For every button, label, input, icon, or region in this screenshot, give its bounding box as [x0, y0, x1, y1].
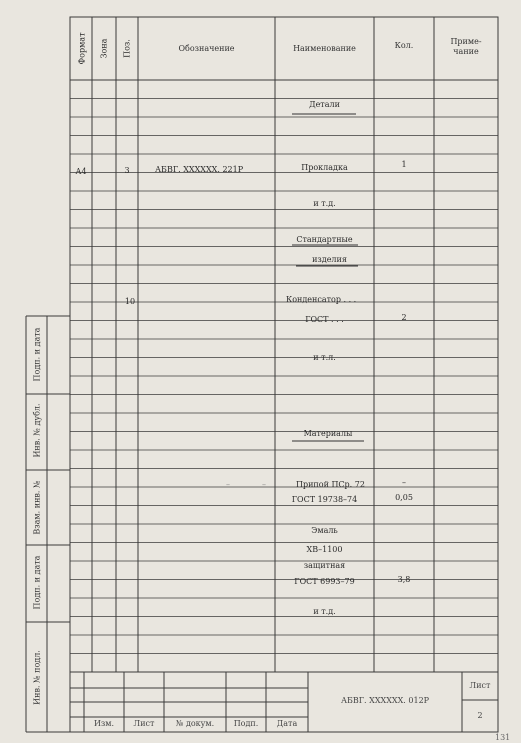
page-number: 131	[495, 733, 511, 742]
titleblock-sheet-label: Лист	[469, 681, 491, 690]
header-note-1: Приме-	[450, 37, 482, 46]
row-name: Конденсатор . . .	[286, 295, 357, 304]
section-title-detali: Детали	[309, 100, 340, 109]
dash-mark: –	[262, 480, 266, 489]
titleblock-podp: Подп.	[233, 719, 259, 728]
row-designation: АБВГ. ХХХХХХ. 221Р	[155, 165, 244, 174]
titleblock-sheet-number: 2	[477, 711, 483, 720]
header-pos: Поз.	[122, 39, 132, 58]
row-qty: 1	[401, 160, 407, 169]
section-title-materialy: Материалы	[303, 429, 353, 438]
row-name: и т.д.	[313, 199, 336, 208]
titleblock-list: Лист	[133, 719, 155, 728]
row-qty: 0,05	[395, 493, 413, 502]
row-name: Эмаль	[311, 526, 338, 535]
section-title-standart: Стандартные	[296, 235, 353, 244]
side-label-inv-dubl: Инв. № дубл.	[32, 403, 42, 458]
header-qty: Кол.	[394, 41, 414, 50]
row-name: и т.д.	[313, 607, 336, 616]
header-note-2: чание	[453, 47, 479, 56]
row-name: ГОСТ 6993–79	[294, 577, 355, 586]
header-name: Наименование	[293, 44, 356, 53]
row-name: и т.л.	[313, 353, 336, 362]
row-qty: –	[402, 478, 406, 487]
row-qty: 3,8	[397, 575, 411, 584]
titleblock-data: Дата	[276, 719, 298, 728]
row-name: ГОСТ . . .	[305, 315, 344, 324]
row-name: Прокладка	[301, 163, 348, 172]
side-label-vzam-inv: Взам. инв. №	[32, 480, 42, 535]
side-label-inv-podl: Инв. № подл.	[32, 650, 42, 705]
row-name: ХВ–1100	[306, 545, 343, 554]
side-label-podp-data: Подп. и дата	[32, 327, 42, 382]
row-qty: 2	[401, 313, 407, 322]
row-name: ГОСТ 19738–74	[291, 495, 358, 504]
side-label-podp-data-2: Подп. и дата	[32, 555, 42, 610]
row-name: защитная	[303, 561, 346, 570]
header-format: Формат	[77, 32, 87, 65]
row-name: Припой ПСр. 72	[296, 480, 365, 489]
row-pos: 3	[124, 166, 130, 175]
row-pos: 10	[124, 297, 136, 306]
titleblock-izm: Изм.	[93, 719, 115, 728]
header-designation: Обозначение	[178, 44, 235, 53]
titleblock-docnum: № докум.	[175, 719, 215, 728]
row-format: А4	[75, 167, 87, 176]
section-title-izdeliya: изделия	[312, 255, 347, 264]
titleblock-designation: АБВГ. ХХХХХХ. 012Р	[340, 696, 430, 705]
dash-mark: –	[226, 480, 230, 489]
header-zone: Зона	[99, 38, 109, 59]
